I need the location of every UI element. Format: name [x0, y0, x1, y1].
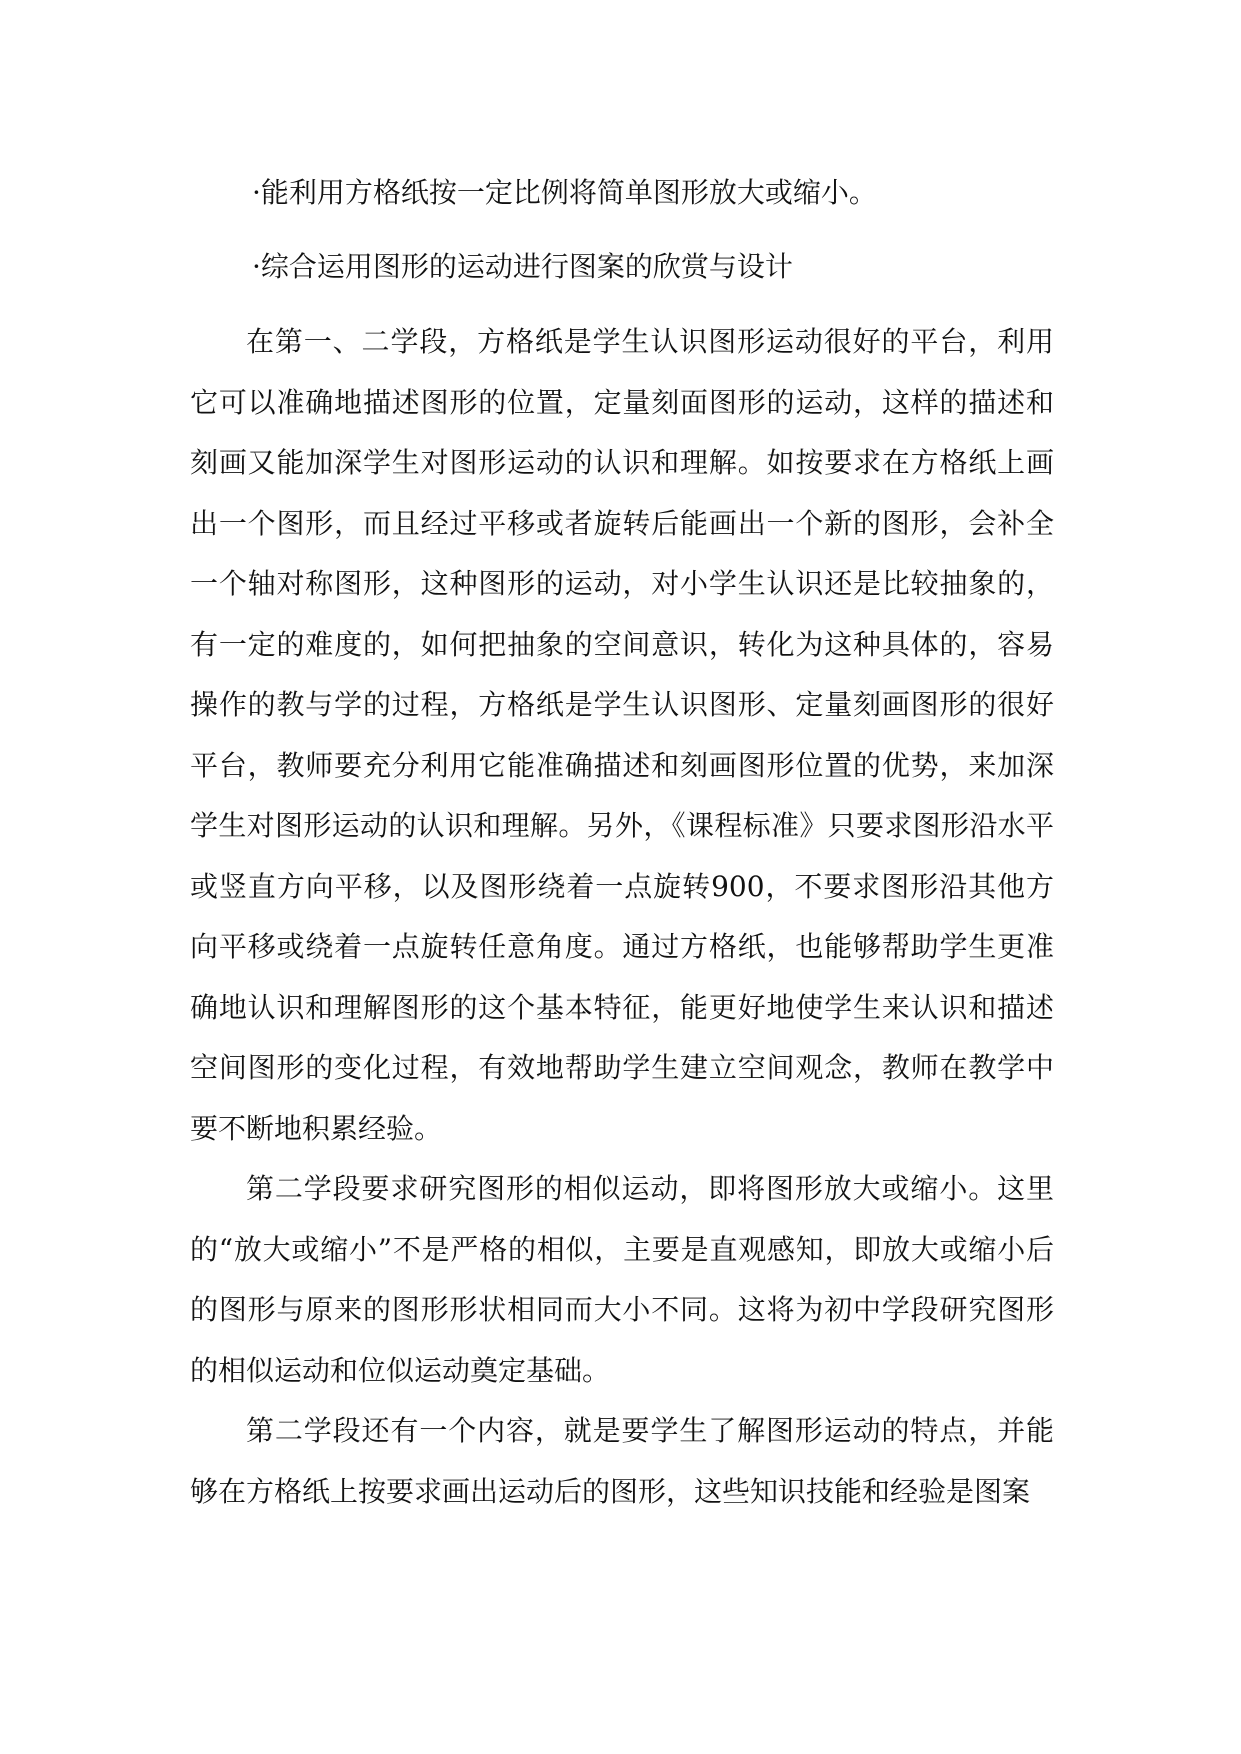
bullet-item: ·综合运用图形的运动进行图案的欣赏与设计	[252, 250, 793, 283]
bullet-item: ·能利用方格纸按一定比例将简单图形放大或缩小。	[252, 176, 877, 209]
paragraph: 第二学段还有一个内容，就是要学生了解图形运动的特点，并能够在方格纸上按要求画出运动后的图形，这些知识技能和经验是图案	[190, 1414, 1054, 1508]
paragraph: 第二学段要求研究图形的相似运动，即将图形放大或缩小。这里的“放大或缩小”不是严格的相似，主要是直观感知，即放大或缩小后的图形与原来的图形形状相同而大小不同。这将为初中学段研究图形的相似运动和位似运动奠定基础。	[190, 1172, 1054, 1387]
document-page	[190, 156, 1054, 1522]
body-text	[190, 312, 1054, 1522]
paragraph: 在第一、二学段，方格纸是学生认识图形运动很好的平台，利用它可以准确地描述图形的位置，定量刻面图形的运动，这样的描述和刻画又能加深学生对图形运动的认识和理解。如按要求在方格纸上画出一个图形，而且经过平移或者旋转后能画出一个新的图形，会补全一个轴对称图形，这种图形的运动，对小学生认识还是比较抽象的，有一定的难度的，如何把抽象的空间意识，转化为这种具体的，容易操作的教与学的过程，方格纸是学生认识图形、定量刻画图形的很好平台，教师要充分利用它能准确描述和刻画图形位置的优势，来加深学生对图形运动的认识和理解。另外，《课程标准》只要求图形沿水平或竖直方向平移，以及图形绕着一点旋转900，不要求图形沿其他方向平移或绕着一点旋转任意角度。通过方格纸，也能够帮助学生更准确地认识和理解图形的这个基本特征，能更好地使学生来认识和描述空间图形的变化过程，有效地帮助学生建立空间观念，教师在教学中要不断地积累经验。	[190, 325, 1054, 1145]
